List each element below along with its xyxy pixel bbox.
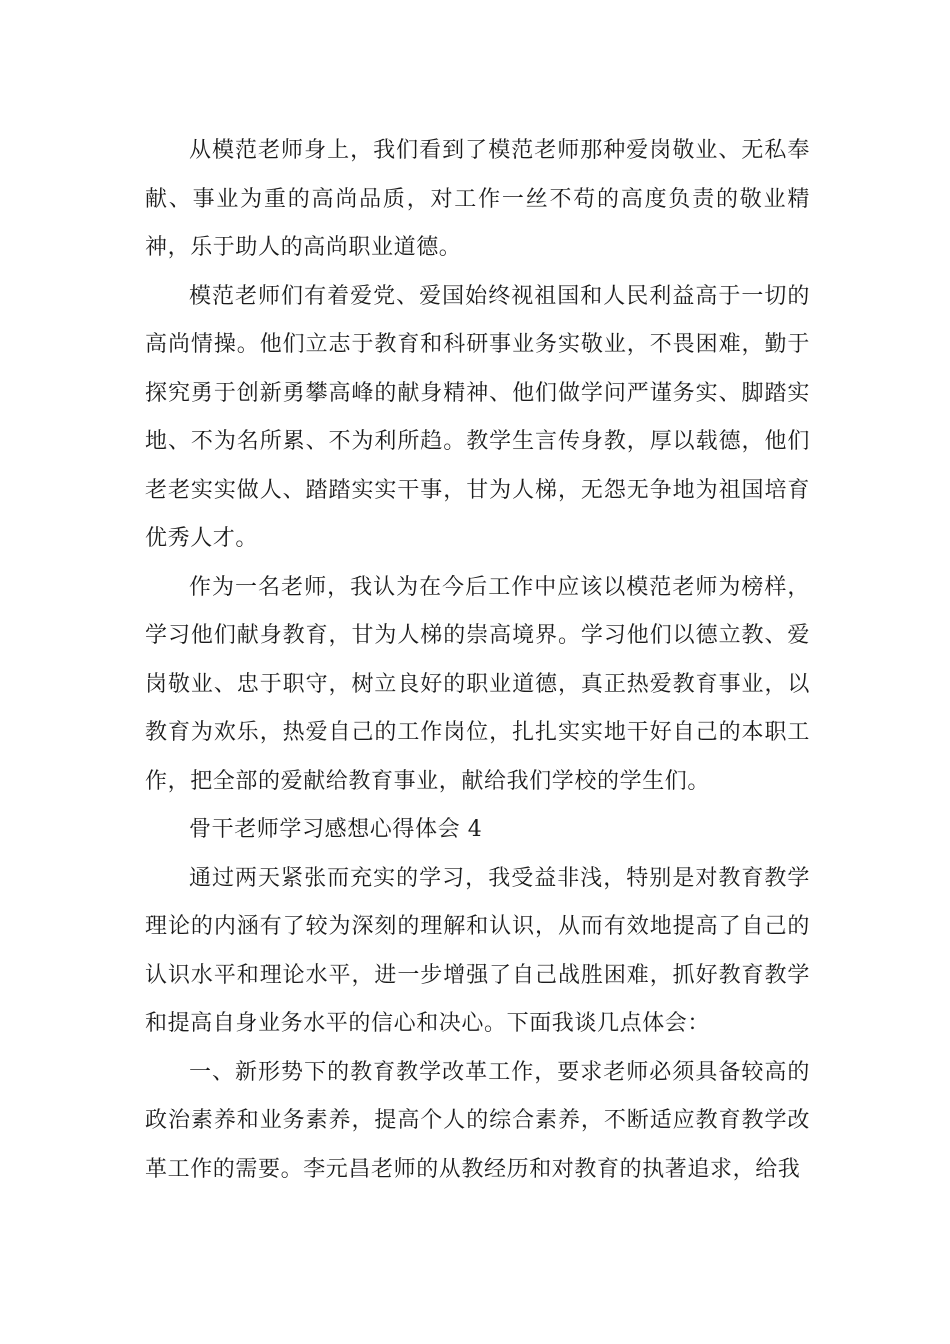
paragraph-model-teacher-sentiment: 模范老师们有着爱党、爱国始终视祖国和人民利益高于一切的高尚情操。他们立志于教育和科研事业务实敬业，不畏困难，勤于探究勇于创新勇攀高峰的献身精神、他们做学问严谨务实、脚踏实地、不为名所累、不为利所趋。教学生言传身教，厚以载德，他们老老实实做人、踏踏实实干事，甘为人梯，无怨无争地为祖国培育优秀人才。 xyxy=(145,283,810,551)
paragraph-point-one: 一、新形势下的教育教学改革工作，要求老师必须具备较高的政治素养和业务素养，提高个人的综合素养，不断适应教育教学改革工作的需要。李元昌老师的从教经历和对教育的执著追求，给我 xyxy=(145,1059,810,1182)
paragraph-teacher-reflection: 作为一名老师，我认为在今后工作中应该以模范老师为榜样，学习他们献身教育，甘为人梯的崇高境界。学习他们以德立教、爱岗敬业、忠于职守，树立良好的职业道德，真正热爱教育事业，以教育为欢乐，热爱自己的工作岗位，扎扎实实地干好自己的本职工作，把全部的爱献给教育事业，献给我们学校的学生们。 xyxy=(145,574,810,794)
section-heading: 骨干老师学习感想心得体会 4 xyxy=(189,817,483,842)
document-body xyxy=(145,127,810,1194)
paragraph-model-teacher-qualities: 从模范老师身上，我们看到了模范老师那种爱岗敬业、无私奉献、事业为重的高尚品质，对工作一丝不苟的高度负责的敬业精神，乐于助人的高尚职业道德。 xyxy=(145,138,810,260)
paragraph-study-benefits: 通过两天紧张而充实的学习，我受益非浅，特别是对教育教学理论的内涵有了较为深刻的理解和认识，从而有效地提高了自己的认识水平和理论水平，进一步增强了自己战胜困难，抓好教育教学和提高自身业务水平的信心和决心。下面我谈几点体会： xyxy=(145,865,810,1036)
